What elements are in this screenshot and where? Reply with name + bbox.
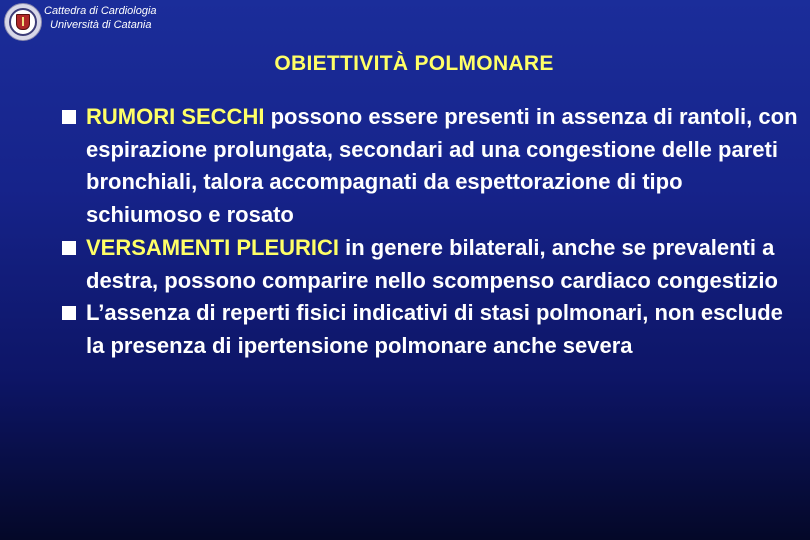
- square-bullet-icon: [62, 110, 76, 124]
- seal-shield: [16, 14, 30, 30]
- square-bullet-icon: [62, 306, 76, 320]
- slide-header: [4, 3, 157, 41]
- slide-title: OBIETTIVITÀ POLMONARE: [274, 52, 554, 75]
- square-bullet-icon: [62, 241, 76, 255]
- bullet-list: [62, 101, 802, 363]
- bullet-text: possono essere presenti in assenza di rantoli, con espirazione prolungata, secondari ad una congestione delle pareti bronchiali, talora accompagnati da espettorazione di tipo schiumoso e rosato: [86, 104, 798, 228]
- department-label: Cattedra di Cardiologia: [44, 5, 157, 17]
- bullet-item: [62, 297, 802, 362]
- bullet-text: in genere bilaterali, anche se prevalenti a destra, possono comparire nello scompenso cardiaco congestizio: [86, 234, 778, 293]
- bullet-highlight: RUMORI SECCHI: [86, 104, 265, 129]
- bullet-item: [62, 232, 802, 297]
- bullet-highlight: VERSAMENTI PLEURICI: [86, 234, 340, 260]
- university-label: Università di Catania: [50, 19, 152, 31]
- university-seal-icon: [4, 3, 42, 41]
- institution-name: [44, 4, 157, 32]
- bullet-text: L’assenza di reperti fisici indicativi di stasi polmonari, non esclude la presenza di ipertensione polmonare anche severa: [86, 300, 783, 358]
- bullet-item: [62, 101, 802, 232]
